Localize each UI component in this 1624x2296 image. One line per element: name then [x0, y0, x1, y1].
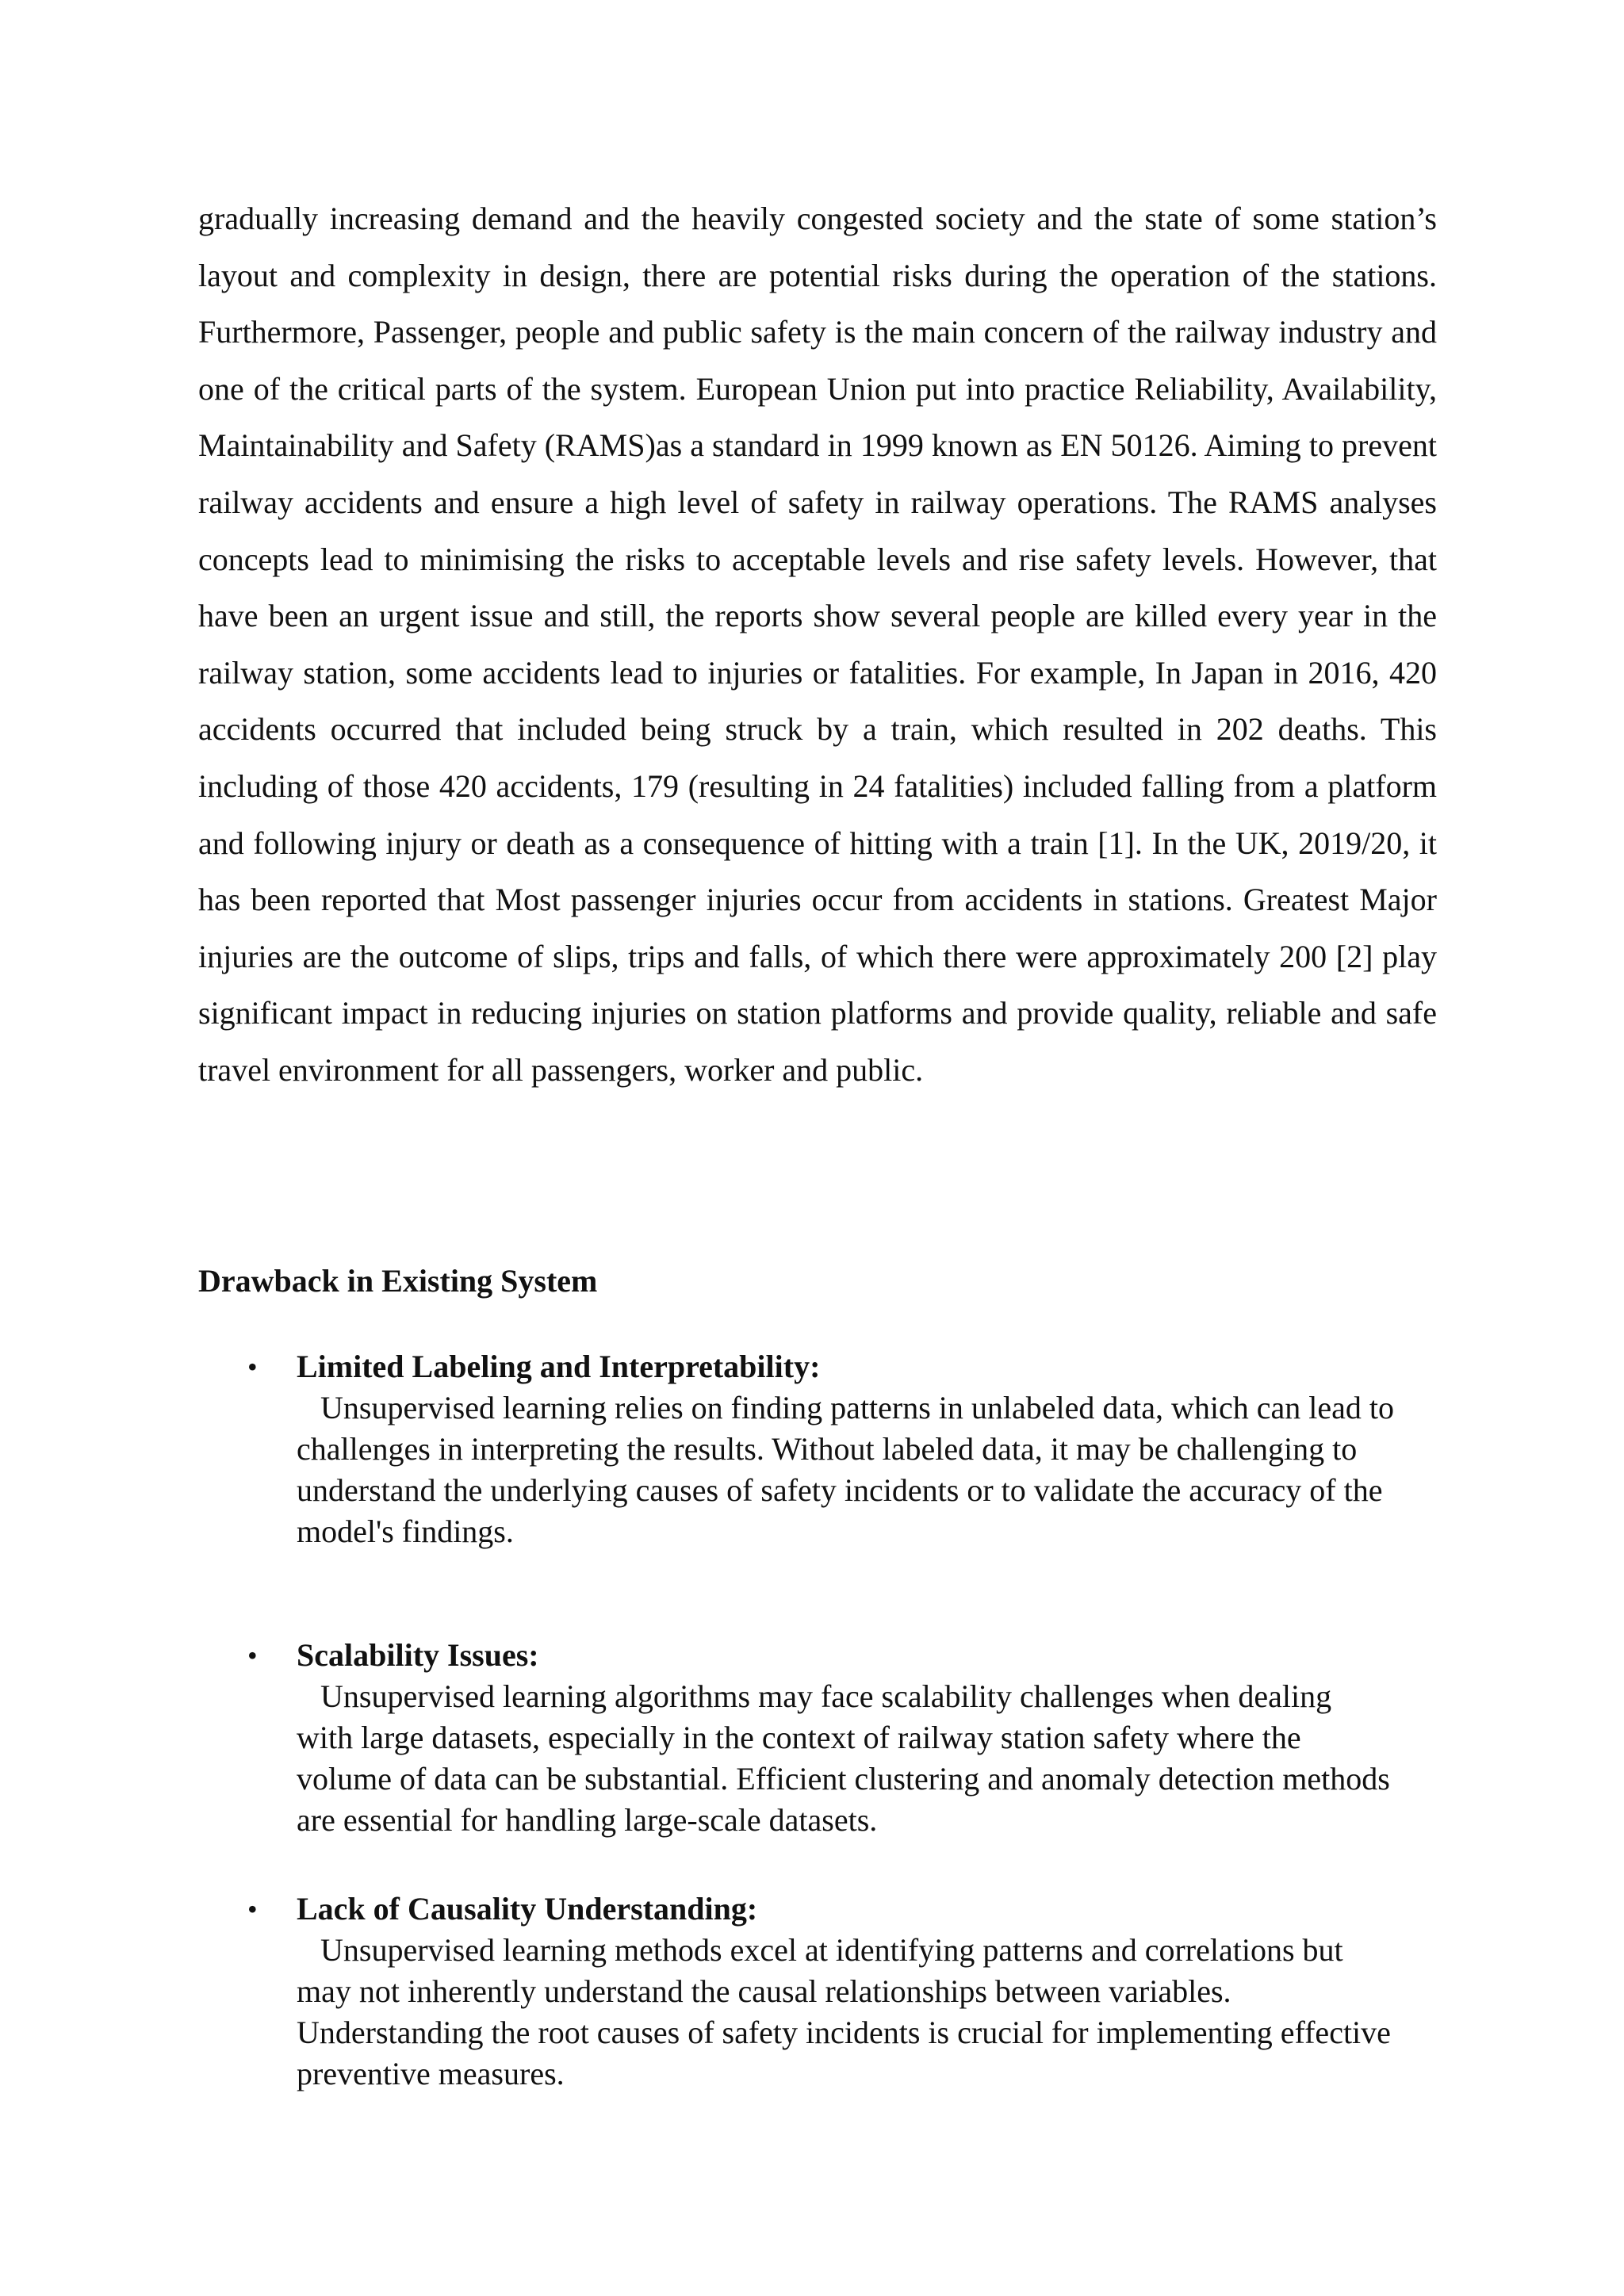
- bullet-dot: •: [247, 1893, 258, 1925]
- bullet-text: [297, 1387, 1486, 1552]
- bullet-line: challenges in interpreting the results. Without labeled data, it may be challenging to: [297, 1431, 1358, 1467]
- intro-paragraph: gradually increasing demand and the heavily congested society and the state of some station’s layout and complexity in design, there are potential risks during the operation of the stations. Furthermore, Passenger, people and public safety is the main concern of the railway industry and one of the critical parts of the system. European Union put into practice Reliability, Availability, Maintainability and Safety (RAMS)as a standard in 1999 known as EN 50126. Aiming to prevent railway accidents and ensure a high level of safety in railway operations. The RAMS analyses concepts lead to minimising the risks to acceptable levels and rise safety levels. However, that have been an urgent issue and still, the reports show several people are killed every year in the railway station, some accidents lead to injuries or fatalities. For example, In Japan in 2016, 420 accidents occurred that included being struck by a train, which resulted in 202 deaths. This including of those 420 accidents, 179 (resulting in 24 fatalities) included falling from a platform and following injury or death as a consequence of hitting with a train [1]. In the UK, 2019/20, it has been reported that Most passenger injuries occur from accidents in stations. Greatest Major injuries are the outcome of slips, trips and falls, of which there were approximately 200 [2] play significant impact in reducing injuries on station platforms and provide quality, reliable and safe travel environment for all passengers, worker and public.: [198, 201, 1437, 1088]
- bullet-line: Understanding the root causes of safety incidents is crucial for implementing effective: [297, 2015, 1391, 2050]
- bullet-line: with large datasets, especially in the context of railway station safety where the: [297, 1720, 1301, 1755]
- bullet-line: understand the underlying causes of safety incidents or to validate the accuracy of the: [297, 1472, 1383, 1508]
- bullet-title: Scalability Issues:: [297, 1637, 539, 1673]
- bullet-dot: •: [247, 1351, 258, 1383]
- bullet-line: may not inherently understand the causal relationships between variables.: [297, 1973, 1231, 2009]
- bullet-title: Limited Labeling and Interpretability:: [297, 1349, 821, 1384]
- section-heading: Drawback in Existing System: [198, 1263, 598, 1299]
- bullet-line: volume of data can be substantial. Efficient clustering and anomaly detection methods: [297, 1761, 1390, 1797]
- bullet-line: are essential for handling large-scale datasets.: [297, 1802, 878, 1838]
- bullet-line: model's findings.: [297, 1513, 514, 1549]
- bullet-line: Unsupervised learning algorithms may face scalability challenges when dealing: [320, 1678, 1332, 1714]
- bullet-line: Unsupervised learning relies on finding patterns in unlabeled data, which can lead to: [320, 1390, 1395, 1425]
- bullet-text: [297, 1930, 1486, 2095]
- bullet-line: Unsupervised learning methods excel at identifying patterns and correlations but: [320, 1932, 1343, 1968]
- bullet-line: preventive measures.: [297, 2056, 565, 2091]
- bullet-dot: •: [247, 1640, 258, 1671]
- bullet-text: [297, 1676, 1486, 1841]
- bullet-title: Lack of Causality Understanding:: [297, 1891, 758, 1927]
